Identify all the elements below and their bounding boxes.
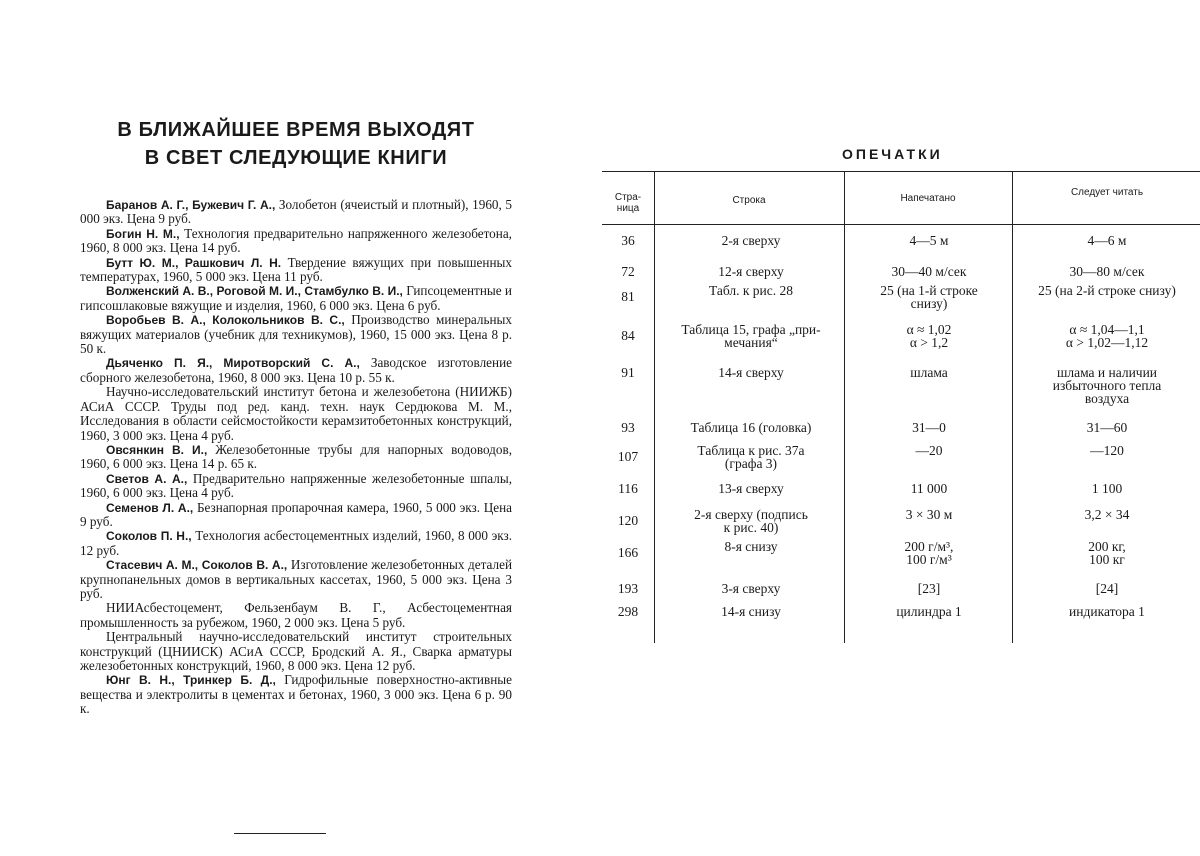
book-author: Стасевич А. М., Соколов В. А.,	[106, 558, 288, 573]
errata-printed: 200 г/м³, 100 г/м³	[904, 539, 954, 567]
errata-should-read: 30—80 м/сек	[1069, 264, 1145, 279]
errata-page: 72	[621, 264, 635, 279]
book-entry	[80, 529, 512, 558]
book-entry	[80, 673, 512, 716]
book-author: Воробьев В. А., Колокольников В. С.,	[106, 313, 345, 328]
book-author: Волженский А. В., Роговой М. И., Стамбулко В. И.,	[106, 284, 403, 299]
book-author: Светов А. А.,	[106, 471, 188, 486]
book-description: Заводское изготовление сборного железобетона, 1960, 8 000 экз. Цена 10 р. 55 к.	[80, 355, 512, 385]
errata-page: 107	[617, 449, 639, 464]
errata-page: 116	[618, 481, 638, 496]
errata-should-read: 25 (на 2-й строке снизу)	[1038, 283, 1176, 298]
header-line: Строка	[732, 195, 766, 206]
book-description: Безнапорная пропарочная камера, 1960, 5 000 экз. Цена 9 руб.	[80, 499, 512, 529]
errata-page: 93	[621, 420, 635, 435]
book-entry	[80, 558, 512, 601]
errata-should-read: шлама и наличии избыточного тепла воздуха	[1052, 365, 1162, 406]
errata-should-read: 3,2 × 34	[1084, 507, 1130, 522]
errata-line: Таблица 15, графа „при- мечания“	[681, 322, 821, 350]
errata-line: 8-я снизу	[724, 539, 778, 554]
book-author: Баранов А. Г., Бужевич Г. А.,	[106, 198, 276, 212]
book-entry	[80, 256, 512, 285]
table-header-rule	[602, 224, 1200, 225]
errata-line: 2-я сверху (подпись к рис. 40)	[694, 507, 808, 535]
errata-printed: [23]	[917, 581, 941, 596]
errata-line: 14-я снизу	[721, 604, 781, 619]
errata-should-read: индикатора 1	[1069, 604, 1145, 619]
errata-printed: цилиндра 1	[896, 604, 962, 619]
errata-printed: α ≈ 1,02 α > 1,2	[906, 322, 952, 350]
errata-printed: 4—5 м	[909, 233, 949, 248]
errata-printed: —20	[915, 443, 943, 458]
book-entry	[80, 443, 512, 472]
errata-printed: 25 (на 1-й строке снизу)	[880, 283, 978, 311]
book-description: Гипсоцементные и гипсошлаковые вяжущие и изделия, 1960, 6 000 экз. Цена 6 руб.	[80, 283, 512, 313]
book-author: Овсянкин В. И.,	[106, 442, 208, 457]
errata-should-read: —120	[1090, 443, 1124, 458]
errata-line: 3-я сверху	[721, 581, 781, 596]
book-description: НИИАсбестоцемент, Фельзенбаум В. Г., Асбестоцементная промышленность за рубежом, 1960, 2 000 экз. Цена 5 руб.	[80, 600, 512, 630]
book-entry	[80, 601, 512, 630]
errata-page: 81	[621, 289, 635, 304]
errata-page: 36	[621, 233, 635, 248]
errata-should-read: α ≈ 1,04—1,1 α > 1,02—1,12	[1065, 322, 1149, 350]
errata-should-read: [24]	[1095, 581, 1119, 596]
book-description: Твердение вяжущих при повышенных температурах, 1960, 5 000 экз. Цена 11 руб.	[80, 254, 512, 285]
book-entry	[80, 472, 512, 501]
book-list	[80, 198, 512, 717]
errata-page: 91	[621, 365, 635, 380]
errata-line: 14-я сверху	[718, 365, 784, 380]
errata-title: ОПЕЧАТКИ	[842, 146, 943, 162]
book-description: Изготовление железобетонных деталей крупнопанельных домов в вертикальных кассетах, 1960, 5 000 экз. Цена 3 руб.	[80, 557, 513, 601]
page-heading	[80, 116, 512, 172]
book-description: Гидрофильные поверхностно-активные вещества и электролиты в цементах и бетонах, 1960, 3 000 экз. Цена 6 р. 90 к.	[80, 672, 512, 717]
errata-page: 120	[617, 513, 639, 528]
book-author: Бутт Ю. М., Рашкович Л. Н.	[106, 255, 282, 270]
book-description: Предварительно напряженные железобетонные шпалы, 1960, 6 000 экз. Цена 4 руб.	[80, 470, 512, 501]
book-entry	[80, 356, 512, 385]
book-description: Производство минеральных вяжущих материалов (учебник для техникумов), 1960, 15 000 экз. Цена 8 р. 50 к.	[80, 312, 512, 357]
header-printed: Напечатано	[900, 193, 956, 204]
book-author: Юнг В. Н., Тринкер Б. Д.,	[106, 673, 276, 688]
book-description: Центральный научно-исследовательский институт строительных конструкций (ЦНИИСК) АСиА СССР, Бродский А. Я., Сварка арматуры железобетонных конструкций, 1960, 8 000 экз. Цена 12 руб.	[80, 629, 512, 673]
book-author: Дьяченко П. Я., Миротворский С. А.,	[106, 356, 360, 371]
book-entry	[80, 385, 512, 443]
book-description: Научно-исследовательский институт бетона и железобетона (НИИЖБ) АСиА СССР. Труды под ред. канд. техн. наук Сердюкова М. М., Исследования в области сейсмостойкости керамзитобетонных конструкций, 1960, 3 000 экз. Цена 4 руб.	[80, 384, 512, 443]
errata-printed: шлама	[910, 365, 948, 380]
book-author: Соколов П. Н.,	[106, 529, 192, 544]
errata-table	[602, 171, 1200, 647]
book-author: Семенов Л. А.,	[106, 500, 194, 515]
book-description: Технология предварительно напряженного железобетона, 1960, 8 000 экз. Цена 14 руб.	[80, 225, 512, 256]
heading-line-1: В БЛИЖАЙШЕЕ ВРЕМЯ ВЫХОДЯТ	[117, 119, 475, 141]
book-description: Технология асбестоцементных изделий, 1960, 8 000 экз. 12 руб.	[80, 528, 512, 558]
errata-printed: 3 × 30 м	[905, 507, 953, 522]
errata-page: 298	[617, 604, 639, 619]
book-entry	[80, 284, 512, 313]
heading-line-2: В СВЕТ СЛЕДУЮЩИЕ КНИГИ	[144, 147, 448, 169]
errata-line: Таблица к рис. 37а (графа 3)	[697, 443, 805, 471]
errata-line: 2-я сверху	[721, 233, 781, 248]
book-entry	[80, 198, 512, 227]
errata-should-read: 1 100	[1091, 481, 1123, 496]
book-entry	[80, 630, 512, 673]
book-entry	[80, 227, 512, 256]
errata-page: 166	[617, 545, 639, 560]
col-rule-1	[654, 171, 655, 643]
errata-page: 193	[617, 581, 639, 596]
book-description: Золобетон (ячеистый и плотный), 1960, 5 000 экз. Цена 9 руб.	[80, 197, 512, 227]
errata-line: 12-я сверху	[718, 264, 784, 279]
errata-should-read: 31—60	[1086, 420, 1128, 435]
errata-line: 13-я сверху	[718, 481, 784, 496]
header-should-read: Следует читать	[1070, 187, 1144, 198]
book-entry	[80, 501, 512, 530]
book-description: Железобетонные трубы для напорных водоводов, 1960, 6 000 экз. Цена 14 р. 65 к.	[80, 441, 512, 472]
header-page: Стра- ница	[614, 192, 642, 214]
table-top-rule	[602, 171, 1200, 172]
closing-rule	[234, 833, 326, 834]
book-entry	[80, 313, 512, 356]
errata-printed: 31—0	[912, 420, 946, 435]
errata-should-read: 200 кг, 100 кг	[1088, 539, 1126, 567]
errata-should-read: 4—6 м	[1087, 233, 1127, 248]
errata-page: 84	[621, 328, 635, 343]
errata-line: Табл. к рис. 28	[708, 283, 794, 298]
col-rule-2	[844, 171, 845, 643]
errata-printed: 30—40 м/сек	[891, 264, 967, 279]
book-author: Богин Н. М.,	[106, 226, 180, 241]
errata-line: Таблица 16 (головка)	[690, 420, 812, 435]
errata-printed: 11 000	[910, 481, 948, 496]
